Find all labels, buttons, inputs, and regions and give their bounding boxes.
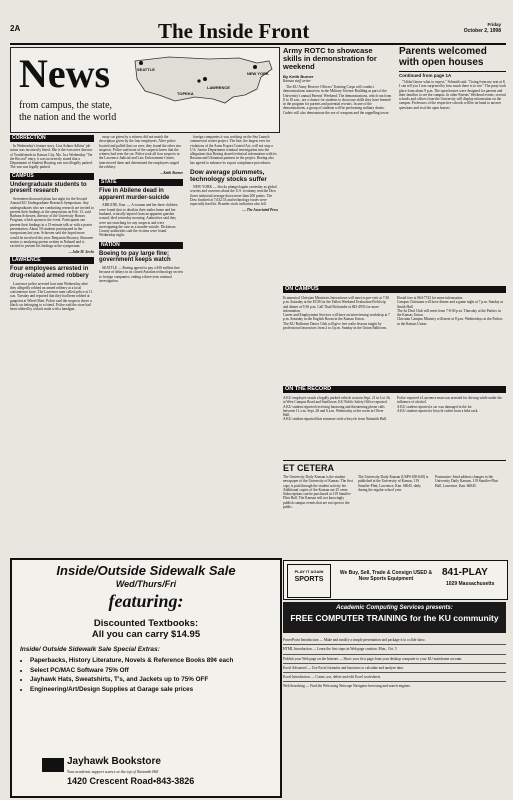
play-it-again-ad [283,560,508,600]
sale-extras: Inside/ Outside Sidewalk Sale Special Extras: [20,646,160,653]
correction-body: In Wednesday's feature story, Lisa Ashner Adkins' job status was incorrectly listed. She is the executive director of Youthfriends in Kansas City, Mo. In a Wednesday "On the Record" entry, it was incorrectly stated that a Department of Student Housing van was illegally parked. The van was legally parked. [10,144,93,170]
on-campus-item: The KU Ballroom Dance Club will give free waltz lessons taught by professional instructors from 2 to 4 p.m. Sunday in the Union Ballroom. [283,321,387,331]
on-record-item: A KU student reported receiving harassing and threatening phone calls between 11 a.m. Sept. 28 and 6 a.m. Wednesday at her room in Oliver Hall. [283,404,385,418]
acs-ad-header [283,602,506,633]
masthead [10,20,505,42]
on-record-item: A KU student reported a bicycle stolen from a bike rack. [397,408,479,413]
on-campus-item: The Ist Deaf Club will meet from 7-8:30 p.m. Thursday at the Parlors in the Kansas Union. [397,308,501,318]
acs-line-1: Academic Computing Services presents: [336,605,453,611]
news-tagline-1: from campus, the state, [19,100,113,111]
state-label: STATE [99,179,183,186]
lawrence-body: Lawrence police arrested four men Wednesday after they allegedly robbed an armed robbery at a local convenience store. The Lawrence men called police at 11 a.m. Tuesday and reported that they had been robbed at gunpoint at Wheel Mart. Police said the suspects drove a black car belonging to a friend. Police said the store had been robbed by a black male with a handgun. [10,281,93,312]
play-body: We Buy, Sell, Trade & Consign USED & New Sports Equipment [339,570,433,583]
play-address: 1029 Massachusetts [446,581,495,587]
campus-body: Seventeen discussed plans last night for the Second Annual KU Undergraduate Research Symposium. Any undergraduates who are conducting research are invited to present their findings at the symposium on Feb. 13, said Barbara Schowen, director of the University Honors Program, which sponsors the event. Participants can present their findings in a 15-minute talk or with a poster presentation. About 50 students participated in the symposium last year. Schowen said she hoped more would be involved this year. Benjamin Shousey, Shawnee senior, is analyzing poems written in Nahuatl and is excited to present his findings at the symposium. [10,196,94,249]
topeka-dot-icon [197,79,200,82]
nation-body: SEATTLE — Boeing agreed to pay a $10 million fine because of delays in its closed Aviation technology secrets to foreign companies, ending a three-year criminal investigation. [99,265,183,283]
on-record-item: A KU student reported a car was damaged in the lot. [397,404,473,409]
acs-item: Excel Introduction — Create, use, delete and edit Excel worksheets. [283,673,506,682]
us-map-graphic [129,51,277,109]
sale-bullets [12,656,280,694]
robbery-byline: —Keith Burner [159,170,183,175]
army-rotc-story [283,47,393,283]
map-label-topeka: TOPEKA [177,91,194,96]
state-body: ABILENE, Kan. — A woman and her three children were found shot to death in their trailer home and her husband, critically injured from an apparent gunshot wound, died yesterday morning. Authorities said they were not searching for any suspects and were investigating the case as a murder-suicide. Dickinson County authorities said the victims were found Wednesday night. [99,203,178,238]
ap-credit: — The Associated Press [242,208,278,213]
campus-headline: Undergraduate students to present research [10,181,87,195]
masthead-rule [10,43,506,45]
army-byline: By Keith Burner [283,74,314,79]
postmaster-info: Postmaster: Send address changes to the University Daily Kansan, 119 Stauffer-Flint Hall, Lawrence, Kan. 66045. [435,475,499,488]
news-banner [10,47,280,133]
on-campus-item: Hostel free at 864-7743 for more information. [397,296,464,300]
news-tagline-2: the nation and the world [19,112,117,123]
army-body: The KU Army Reserve Officers' Training Corps will conduct demonstrations tomorrow in the Military Science Building as part of the University's annual Parents' Weekend. The demonstrations, which run from 8 to 10 a.m., are a chance for students to showcase skills they have learned in the program for parents and potential recruits. In one of the demonstrations, a group of students will be performing military duties. Cadets will also demonstrate the use of weapons and the rappelling tower. [283,85,392,115]
newyork-dot-icon [253,65,257,69]
paper-name: The Inside Front [158,19,310,43]
on-record-col-1 [283,396,391,422]
lawrence-headline: Four employees arrested in drug-related armed robbery [10,266,89,279]
column-1 [10,135,94,313]
sale-title: Inside/Outside Sidewalk Sale [56,563,236,578]
play-logo-line1: PLAY IT AGAIN [294,569,324,574]
map-label-newyork: NEW YORK [247,71,269,76]
parents-body: "I didn't know what to expect," Schmidt said. "Going from my seat at 8, I can tell you I was surprised by how much there is to see." The party took place from about 9 p.m. The open houses were designed for parents and their families to see the campus. In other Parents' Weekend events, several schools and offices from the University will display information on the campus. Professors of the respective schools will be on hand to answer questions and visit the open houses. [399,80,506,110]
jayhawk-logo-icon [42,758,64,772]
sidewalk-sale-ad [10,558,282,798]
issue-day: Friday [487,22,501,27]
column-3 [190,135,278,212]
nation-headline: Boeing to pay large fine; government keeps watch [99,250,171,264]
news-title: News [19,51,111,96]
parents-headline: Parents welcomed with open houses [399,46,487,68]
lawrence-label: LAWRENCE [10,257,94,264]
dow-headline: Dow average plummets, technology stocks suffer [190,169,267,184]
parents-continued: Continued from page 1A [399,71,506,78]
issue-date: October 2, 1998 [463,28,501,34]
seattle-dot-icon [139,61,143,65]
campus-label: CAMPUS [10,173,94,180]
sale-bullet: • Select PC/MAC Software 75% Off [30,666,280,676]
play-phone: 841-PLAY [442,567,488,578]
on-campus-item: Ecumenical Christian Ministries Interactions will meet to pre-visit at 7:30 p.m. Saturday at the ECM for the Fallen Weekend Evaluation Field trip and dinner at 9:30 p.m. Call Thad Holcombe at 843-4933 for more information. [283,296,390,313]
correction-label: CORRECTION [10,135,94,142]
acs-item: Publish your Web page on the Internet — Show your first page from your desktop computer to your KU mainframe account. [283,655,506,664]
et-cetera-box [283,460,506,556]
et-cetera-title: ET CETERA [283,463,335,473]
army-headline: Army ROTC to showcase skills in demonstration for weekend [283,46,377,71]
store-tag: Your academic support source at the top of Naismith Hill [67,769,159,774]
army-byline-role: Kansan staff writer [283,79,311,83]
boeing-continued: foreign companies it was working on the Sea Launch commercial rocket project. The fine, the largest ever for violations of the Arms Export Control Act, will not stop a U.S. Justice Department criminal investigation into the allegations that Boeing shared technical information with its Russian and Ukrainian partners in the project. Boeing also has agreed to enhance its export compliance procedures. [190,135,277,165]
acs-item: HTML Introduction — Learn the first steps in Web page creation. Mon., Oct. 5 [283,645,506,654]
nation-label: NATION [99,242,183,249]
play-logo-box [287,564,331,598]
on-record-col-2 [397,396,505,413]
on-record-item: A KU student reported that someone stole a bicycle from Naismith Hall. [283,417,387,422]
sale-discount-2: All you can carry $14.95 [91,629,201,640]
on-campus-col-2 [397,296,505,326]
on-campus-item: Career and Employment Services will have an interviewing workshop at 7 p.m. Saturday in the English Room in the Kansas Union. [283,313,390,322]
on-the-record-box [283,386,506,456]
sale-featuring: featuring: [108,591,184,611]
on-record-item: Police reported a Lawrence man was arrested for driving while under the influence of alcohol. [397,396,502,405]
sale-bullet: • Engineering/Art/Design Supplies at Garage sale prices [30,685,280,695]
sale-bullet: • Paperbacks, History Literature, Novels & Reference Books 89¢ each [30,656,280,666]
acs-item: Web Searching — Find the Web using Netscape Navigator browsing and search engines. [283,684,411,689]
on-campus-item: Christian Campus Ministry will meet at 8 p.m. Wednesdays at the Parlors in the Kansas Union. [397,317,503,326]
sale-discount-1: Discounted Textbooks: [93,618,199,629]
et-cetera-body: The University Daily Kansan is the student newspaper of the University of Kansas. The first copy is paid through the student activity fee. Additional copies of the Kansan are 25 cents. Subscriptions can be purchased at 119 Stauffer-Flint Hall. The Kansan will not knowingly publish campus events that are not open to the public. [283,475,353,510]
udk-info: The University Daily Kansan (USPS 650-640) is published at the University of Kansas, 119 Stauffer-Flint, Lawrence, Kan. 66045, daily during the regular school year. [358,475,429,492]
on-campus-item: Campus Christians will hove dinner and a game night at 7 p.m. Sunday at Smith Hall. [397,300,503,309]
robbery-continued: away car given by a witness did not match the description given by the four employees. After police located and pulled that car over, they found the other two suspects. Police said none of the suspects knew that the witness had seen the car. Police took all four suspects to the Lawrence Judicial and Law Enforcement Center, interviewed them and determined the employees staged the robbery. [99,135,182,170]
on-campus-box [283,286,506,381]
store-address: 1420 Crescent Road•843-3826 [67,776,195,786]
page-number: 2A [10,24,21,33]
on-the-record-label: ON THE RECORD [283,386,506,393]
sale-bullet: • Jayhawk Hats, Sweatshirts, T's, and Jackets up to 75% OFF [30,675,280,685]
map-label-lawrence: LAWRENCE [207,85,230,90]
sale-dates: Wed/Thurs/Fri [115,579,177,589]
on-record-item: A KU employee struck a legally parked vehicle at noon Sept. 21 in Lot 36, at West Campus Road and Sunflower, KU Public Safety Office reported. [283,396,391,405]
dow-body: NEW YORK — Stocks plunged again yesterday as global worries and concerns about the U.S. economy sent the Dow Jones industrial average down more than 200 points. The Dow finished at 7,632.53 and technology issues were especially hard hit. Broader stock indicators also fell. [190,185,277,207]
lawrence-dot-icon [203,77,207,81]
campus-byline: —Julie M. Sechs [68,250,94,255]
acs-ad-body [283,636,506,794]
on-campus-col-1 [283,296,391,330]
acs-item: PowerPoint Introduction — Make and modify a simple presentation and package it to a slide show. [283,636,506,645]
column-2 [99,135,183,285]
on-campus-label: ON CAMPUS [283,286,506,293]
acs-item: Excel Advanced — Use Excel formulas and functions to calculate and analyze data. [283,664,506,673]
map-label-seattle: SEATTLE [137,67,155,72]
state-headline: Five in Abilene dead in apparent murder-suicide [99,188,170,201]
parents-story [399,47,506,283]
play-logo-line2: SPORTS [294,576,324,583]
acs-line-2: FREE COMPUTER TRAINING for the KU community [290,613,499,623]
store-name: Jayhawk Bookstore [67,756,161,767]
